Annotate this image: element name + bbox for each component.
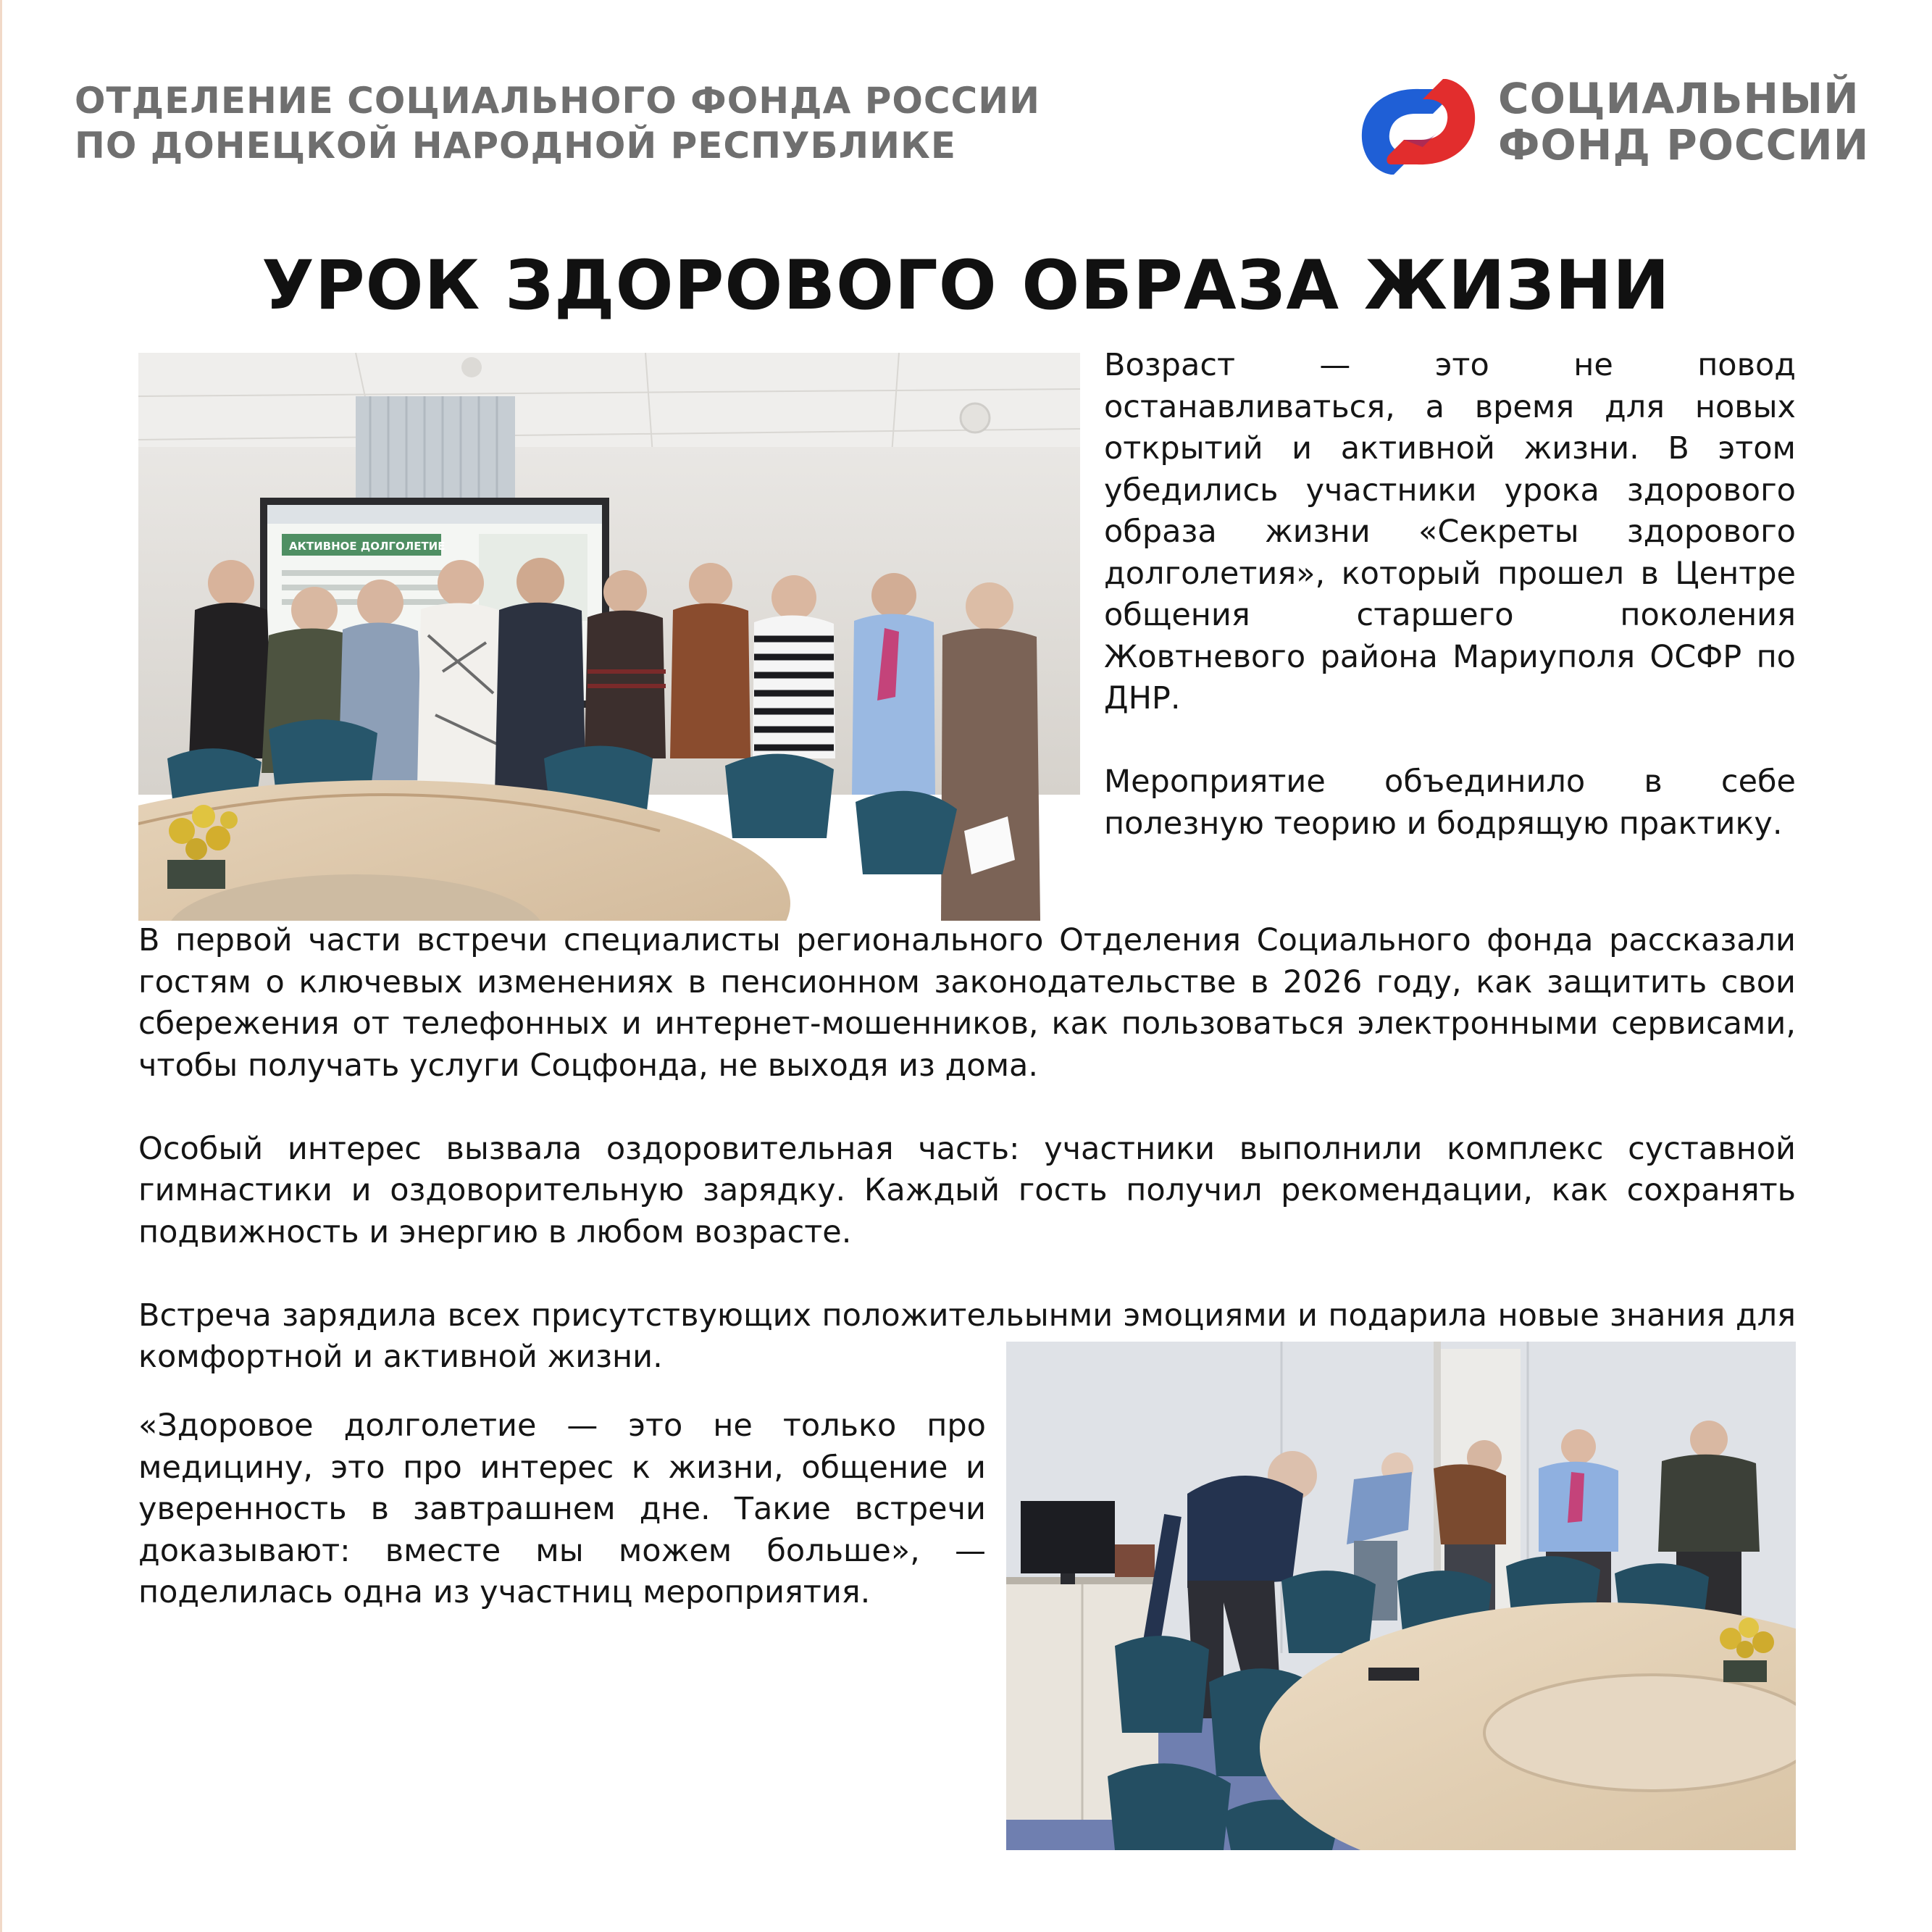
- group-photo: [138, 353, 1080, 921]
- intro-text: [1104, 345, 1796, 845]
- org-title-line1: ОТДЕЛЕНИЕ СОЦИАЛЬНОГО ФОНДА РОССИИ: [75, 80, 1040, 122]
- body-paragraph-1: В первой части встречи специалисты регионального Отделения Социального фонда рассказали гостям о ключевых изменениях в пенсионном законодательстве в 2026 году, как защитить свои сбережения от телефонных и интернет-мошенников, как пользоваться электронными сервисами, чтобы получать услуги Соцфонда, не выходя из дома.: [138, 922, 1796, 1084]
- page-title: УРОК ЗДОРОВОГО ОБРАЗА ЖИЗНИ: [262, 246, 1670, 325]
- body-paragraph-3: Встреча зарядила всех присутствующих положительынми эмоциями и подарила новые знания для комфортной и активной жизни.: [138, 1297, 1796, 1375]
- intro-paragraph-2: Мероприятие объединило в себе полезную теорию и бодрящую практику.: [1104, 764, 1796, 842]
- exercise-photo: [1006, 1342, 1796, 1850]
- body-text: [138, 920, 1796, 1379]
- body-paragraph-2: Особый интерес вызвала оздоровительная часть: участники выполнили комплекс суставной гимнастики и оздоворительную зарядку. Каждый гость получил рекомендации, как сохранять подвижность и энергию в любом возрасте.: [138, 1130, 1796, 1250]
- brand-title-line1: СОЦИАЛЬНЫЙ: [1498, 74, 1860, 123]
- org-title-line2: ПО ДОНЕЦКОЙ НАРОДНОЙ РЕСПУБЛИКЕ: [75, 125, 957, 167]
- screen-heading: АКТИВНОЕ ДОЛГОЛЕТИЕ: [289, 540, 446, 553]
- brand-title-line2: ФОНД РОССИИ: [1498, 120, 1870, 170]
- org-title: [75, 78, 1103, 168]
- intro-paragraph-1: Возраст — это не повод останавливаться, а время для новых открытий и активной жизни. В этом убедились участники урока здорового образа жизни «Секреты здорового долголетия», который прошел в Центре общения старшего поколения Жовтневого района Мариуполя ОСФР по ДНР.: [1104, 347, 1796, 716]
- sfr-logo-icon: [1353, 76, 1484, 177]
- quote-text: [138, 1405, 986, 1614]
- quote-paragraph: «Здоровое долголетие — это не только про медицину, это про интерес к жизни, общение и уверенность в завтрашнем дне. Такие встречи доказывают: вместе мы можем больше», — поделилась одна из участниц мероприятия.: [138, 1408, 986, 1610]
- brand-title: [1498, 75, 1875, 168]
